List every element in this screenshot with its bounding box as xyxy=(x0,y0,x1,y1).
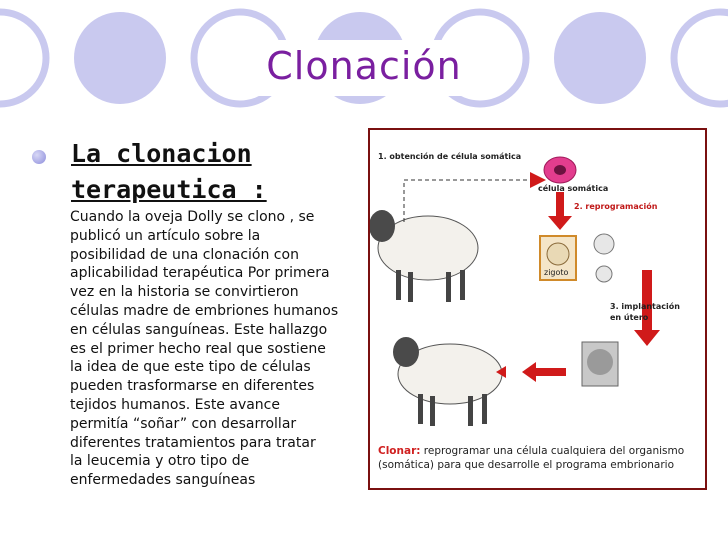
body-line: enfermedades sanguíneas xyxy=(70,472,256,489)
bullet-dot-icon xyxy=(32,150,46,164)
zygote-label: zigoto xyxy=(544,268,569,277)
body-paragraph xyxy=(70,208,354,490)
step3-label-line2: en útero xyxy=(610,313,649,322)
bullet-heading-line: La clonacion xyxy=(71,139,252,168)
body-line: vez en la historia se convirtieron xyxy=(70,284,299,301)
body-line: aplicabilidad terapéutica Por primera xyxy=(70,265,330,282)
cloning-diagram xyxy=(368,128,707,490)
body-line: posibilidad de una clonación con xyxy=(70,246,299,263)
cell-icon xyxy=(596,266,612,282)
arrow-icon xyxy=(634,330,660,346)
body-line: publicó un artículo sobre la xyxy=(70,227,261,244)
step2-label: 2. reprogramación xyxy=(574,202,658,211)
bullet-heading xyxy=(71,136,267,208)
figure-caption xyxy=(378,444,698,472)
body-line: es el primer hecho real que sostiene xyxy=(70,340,326,357)
body-line: diferentes tratamientos para tratar xyxy=(70,434,316,451)
body-line: Cuando la oveja Dolly se clono , se xyxy=(70,209,315,225)
caption-text: reprogramar una célula cualquiera del organismo (somática) para que desarrolle el programa embrionario xyxy=(378,445,685,471)
arrow-icon xyxy=(522,362,536,382)
sheep-icon xyxy=(370,210,478,302)
body-line: la leucemia y otro tipo de xyxy=(70,453,250,470)
body-line: tejidos humanos. Este avance xyxy=(70,396,280,413)
step1-label: 1. obtención de célula somática xyxy=(378,152,522,161)
caption-keyword: Clonar: xyxy=(378,445,421,457)
step3-label-line1: 3. implantación xyxy=(610,302,680,311)
body-line: en células sanguíneas. Este hallazgo xyxy=(70,321,328,338)
body-line: la idea de que este tipo de células xyxy=(70,359,311,376)
somatic-cell-label: célula somática xyxy=(538,184,609,193)
sheep-icon xyxy=(393,337,502,426)
body-line: pueden trasformarse en diferentes xyxy=(70,378,315,395)
bullet-heading-line: terapeutica : xyxy=(71,175,267,204)
slide-title: Clonación xyxy=(266,44,462,88)
body-line: permitía “soñar” con desarrollar xyxy=(70,415,297,432)
arrow-icon xyxy=(548,216,572,230)
cell-icon xyxy=(594,234,614,254)
cell-icon xyxy=(544,157,576,183)
body-line: células madre de embriones humanos xyxy=(70,302,339,319)
